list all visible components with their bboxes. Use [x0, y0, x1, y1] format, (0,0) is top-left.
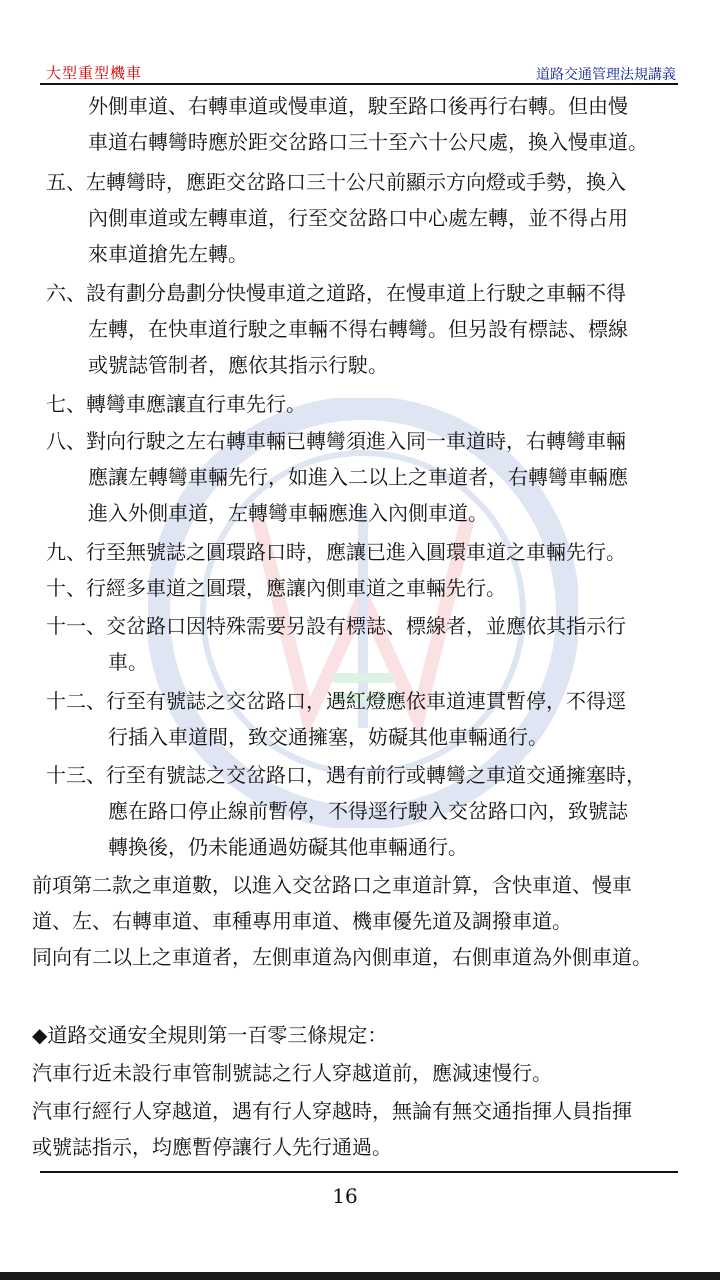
- text-line: 十、行經多車道之圓環，應讓內側車道之車輛先行。: [46, 576, 506, 600]
- text-line: 前項第二款之車道數，以進入交岔路口之車道計算，含快車道、慢車: [32, 873, 632, 897]
- text-line: 來車道搶先左轉。: [88, 242, 248, 266]
- text-line: 外側車道、右轉車道或慢車道，駛至路口後再行右轉。但由慢: [88, 94, 628, 118]
- text-line: 十一、交岔路口因特殊需要另設有標誌、標線者，並應依其指示行: [46, 614, 626, 638]
- text-line: 左轉，在快車道行駛之車輛不得右轉彎。但另設有標誌、標線: [88, 317, 628, 341]
- footer-rule: [40, 1171, 678, 1173]
- text-line: 應在路口停止線前暫停，不得逕行駛入交岔路口內，致號誌: [108, 799, 628, 823]
- text-line: 應讓左轉彎車輛先行，如進入二以上之車道者，右轉彎車輛應: [88, 465, 628, 489]
- text-line: 汽車行經行人穿越道，遇有行人穿越時，無論有無交通指揮人員指揮: [32, 1099, 632, 1123]
- text-line: 同向有二以上之車道者，左側車道為內側車道，右側車道為外側車道。: [32, 945, 652, 969]
- text-line: 內側車道或左轉車道，行至交岔路口中心處左轉，並不得占用: [88, 206, 628, 230]
- section-heading: ◆道路交通安全規則第一百零三條規定：: [32, 1023, 388, 1047]
- text-line: 七、轉彎車應讓直行車先行。: [46, 392, 306, 416]
- text-line: 九、行至無號誌之圓環路口時，應讓已進入圓環車道之車輛先行。: [46, 540, 626, 564]
- text-line: 八、對向行駛之左右轉車輛已轉彎須進入同一車道時，右轉彎車輛: [46, 429, 626, 453]
- text-line: 六、設有劃分島劃分快慢車道之道路，在慢車道上行駛之車輛不得: [46, 281, 626, 305]
- text-line: 行插入車道間，致交通擁塞，妨礙其他車輛通行。: [108, 725, 548, 749]
- header-rule: [40, 83, 678, 85]
- text-line: 汽車行近未設行車管制號誌之行人穿越道前，應減速慢行。: [32, 1061, 552, 1085]
- text-line: 車。: [108, 650, 148, 674]
- header-right-title: 道路交通管理法規講義: [536, 67, 676, 83]
- text-line: 五、左轉彎時，應距交岔路口三十公尺前顯示方向燈或手勢，換入: [46, 170, 626, 194]
- text-line: 十三、行至有號誌之交岔路口，遇有前行或轉彎之車道交通擁塞時，: [46, 763, 646, 787]
- bottom-bar: [0, 1272, 720, 1280]
- header-left-title: 大型重型機車: [46, 64, 143, 82]
- text-line: 轉換後，仍未能通過妨礙其他車輛通行。: [108, 835, 468, 859]
- text-line: 進入外側車道，左轉彎車輛應進入內側車道。: [88, 501, 488, 525]
- text-line: 十二、行至有號誌之交岔路口，遇紅燈應依車道連貫暫停，不得逕: [46, 689, 626, 713]
- page-number: 16: [332, 1184, 358, 1208]
- text-line: 或號誌管制者，應依其指示行駛。: [88, 353, 388, 377]
- text-line: 道、左、右轉車道、車種專用車道、機車優先道及調撥車道。: [32, 909, 572, 933]
- text-line: 車道右轉彎時應於距交岔路口三十至六十公尺處，換入慢車道。: [88, 130, 648, 154]
- text-line: 或號誌指示，均應暫停讓行人先行通過。: [32, 1135, 392, 1159]
